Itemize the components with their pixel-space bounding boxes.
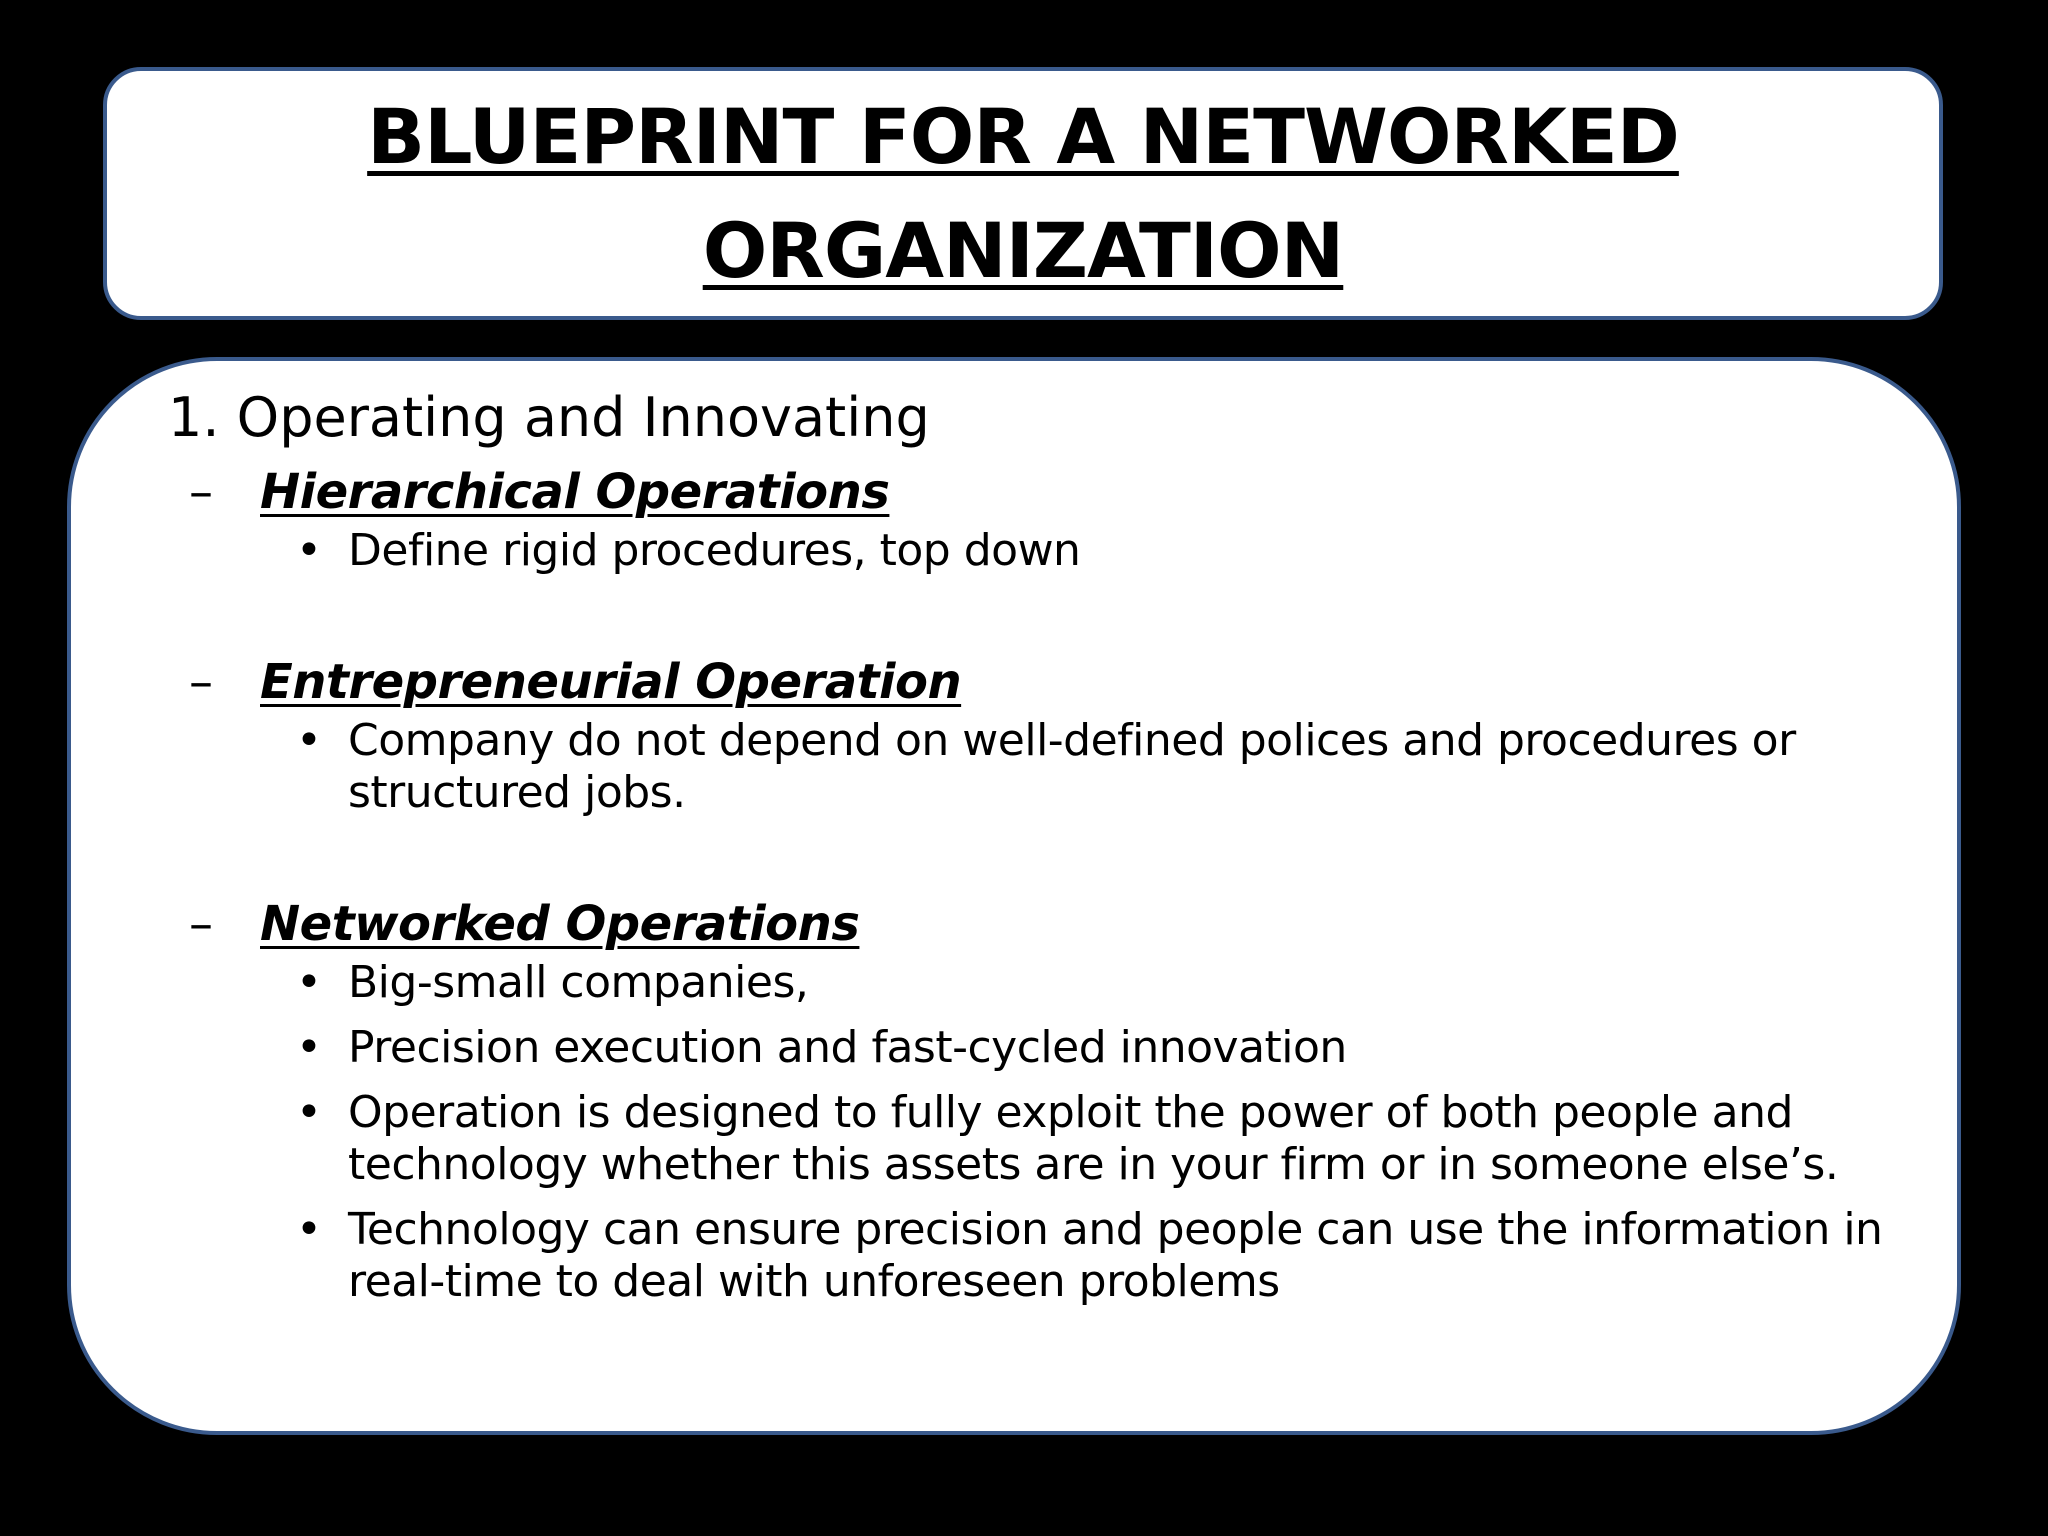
bullet-marker: •: [296, 1204, 322, 1255]
bullet-text: Precision execution and fast-cycled innovation: [348, 1022, 1347, 1073]
subheading-hierarchical: Hierarchical Operations: [260, 464, 890, 520]
list-item: [168, 715, 1917, 819]
subheading-entrepreneurial: Entrepreneurial Operation: [260, 654, 962, 710]
title-box: [103, 67, 1943, 320]
bullet-list: [168, 715, 1917, 819]
bullet-text: Operation is designed to fully exploit the power of both people and technology whether this assets are in your firm or in someone else’s.: [348, 1087, 1839, 1190]
bullet-list: [168, 957, 1917, 1308]
group-entrepreneurial: [168, 649, 1917, 819]
list-item: [168, 957, 1917, 1009]
bullet-marker: •: [296, 525, 322, 576]
group-networked: [168, 891, 1917, 1308]
bullet-list: [168, 525, 1917, 577]
subheading-row: [168, 459, 1917, 525]
dash-marker: –: [189, 464, 213, 520]
bullet-marker: •: [296, 957, 322, 1008]
section-heading: 1. Operating and Innovating: [168, 386, 930, 449]
dash-marker: –: [189, 654, 213, 710]
slide-title-line-2: ORGANIZATION: [702, 205, 1344, 295]
content-body: [168, 383, 1917, 1321]
list-item: [168, 1087, 1917, 1191]
bullet-text: Technology can ensure precision and people can use the information in real-time to deal with unforeseen problems: [348, 1204, 1883, 1307]
group-hierarchical: [168, 459, 1917, 577]
dash-marker: –: [189, 896, 213, 952]
subheading-networked: Networked Operations: [260, 896, 860, 952]
list-item: [168, 1204, 1917, 1308]
subheading-row: [168, 891, 1917, 957]
list-item: [168, 1022, 1917, 1074]
content-box: [67, 357, 1961, 1435]
bullet-marker: •: [296, 1087, 322, 1138]
list-item: [168, 525, 1917, 577]
bullet-text: Define rigid procedures, top down: [348, 525, 1081, 576]
bullet-marker: •: [296, 715, 322, 766]
slide-title: [367, 80, 1679, 308]
bullet-text: Big-small companies,: [348, 957, 809, 1008]
slide-title-line-1: BLUEPRINT FOR A NETWORKED: [367, 91, 1679, 181]
bullet-text: Company do not depend on well-defined polices and procedures or structured jobs.: [348, 715, 1796, 818]
subheading-row: [168, 649, 1917, 715]
bullet-marker: •: [296, 1022, 322, 1073]
